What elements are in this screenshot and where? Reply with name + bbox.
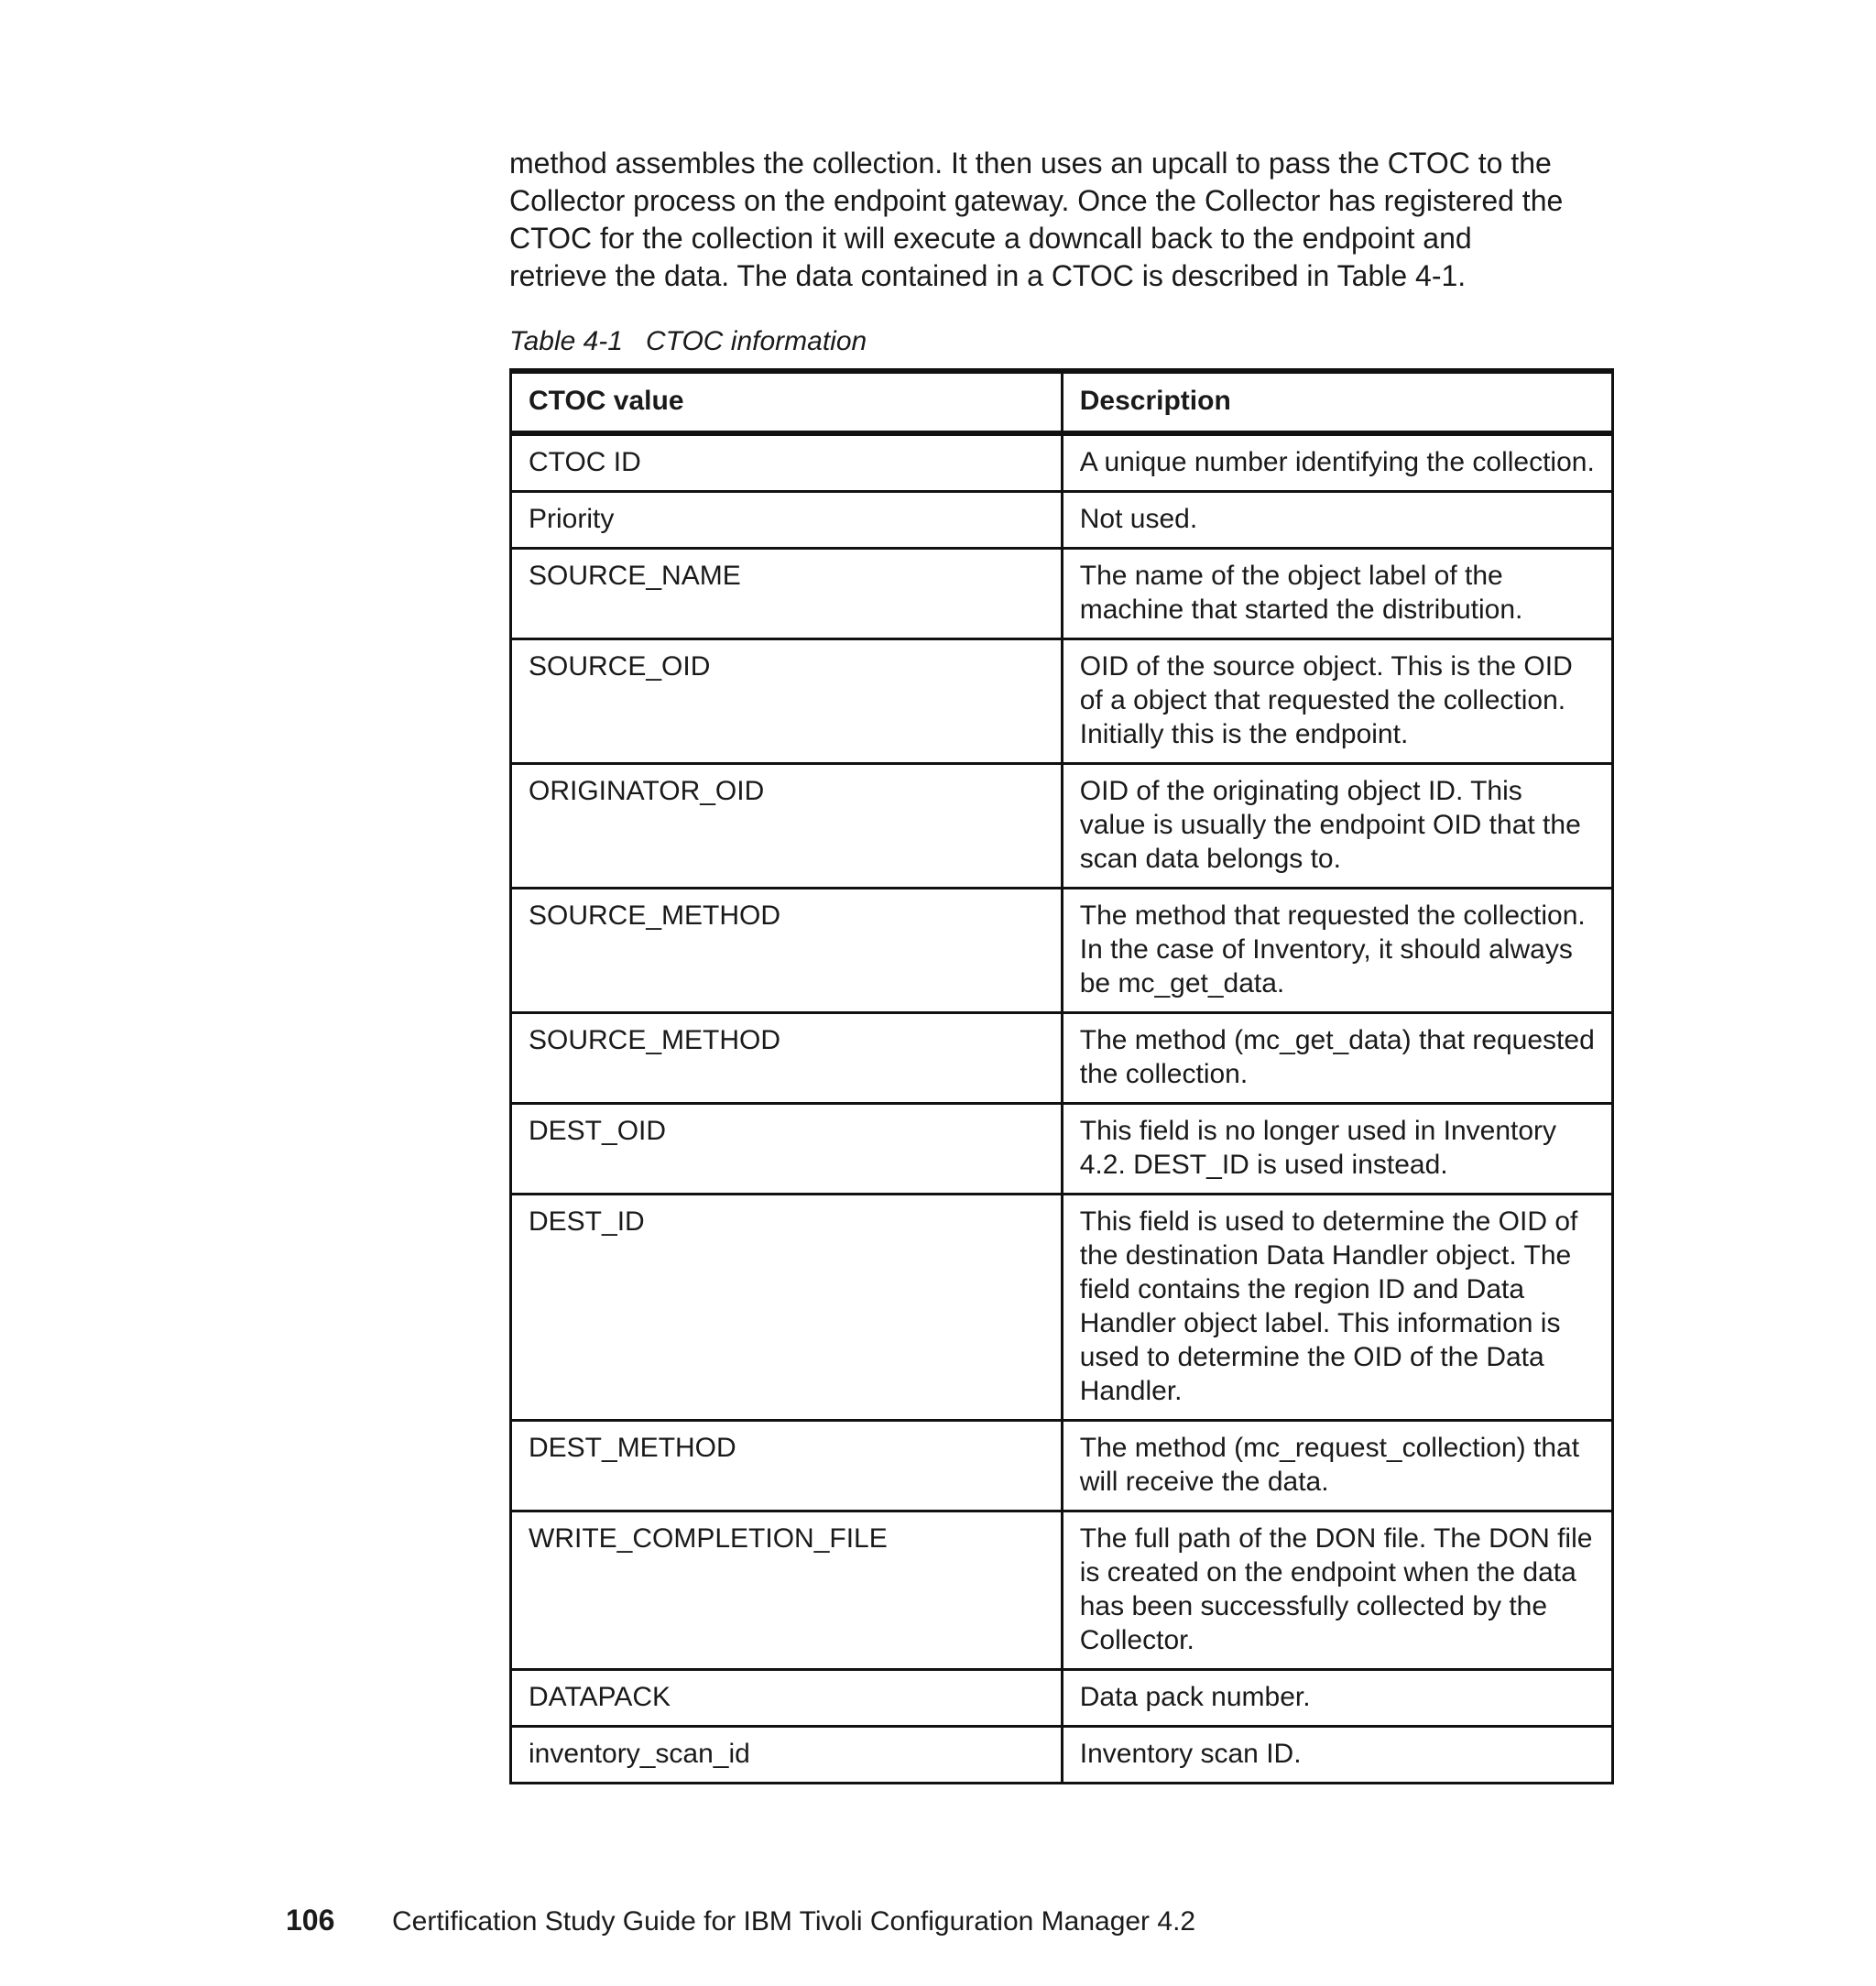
table-caption-number: Table 4-1 (509, 326, 623, 356)
table-row (511, 549, 1613, 639)
ctoc-value-cell: DATAPACK (511, 1670, 1063, 1727)
table-caption (509, 326, 867, 357)
intro-line: CTOC for the collection it will execute a downcall back to the endpoint and (509, 222, 1472, 255)
intro-line: Collector process on the endpoint gateway. Once the Collector has registered the (509, 184, 1564, 217)
table-row (511, 639, 1613, 764)
ctoc-value-cell: SOURCE_METHOD (511, 1013, 1063, 1104)
column-header-ctoc-value: CTOC value (511, 371, 1063, 433)
description-cell: Not used. (1062, 492, 1612, 549)
ctoc-information-table (509, 368, 1614, 1784)
book-title: Certification Study Guide for IBM Tivoli Configuration Manager 4.2 (392, 1906, 1196, 1937)
description-cell: This field is used to determine the OID of the destination Data Handler object. The field contains the region ID and Data Handler object label. This information is used to determine the OID of the Data Handler. (1062, 1195, 1612, 1421)
description-cell: Inventory scan ID. (1062, 1727, 1612, 1784)
page-footer (286, 1904, 1195, 1937)
table-row (511, 1511, 1613, 1670)
table-caption-title: CTOC information (646, 326, 867, 356)
ctoc-value-cell: ORIGINATOR_OID (511, 764, 1063, 889)
table-row (511, 1727, 1613, 1784)
intro-line: method assembles the collection. It then uses an upcall to pass the CTOC to the (509, 147, 1552, 180)
description-cell: Data pack number. (1062, 1670, 1612, 1727)
table-header-row (511, 371, 1613, 433)
ctoc-value-cell: SOURCE_OID (511, 639, 1063, 764)
ctoc-value-cell: inventory_scan_id (511, 1727, 1063, 1784)
ctoc-value-cell: SOURCE_METHOD (511, 889, 1063, 1013)
ctoc-value-cell: DEST_ID (511, 1195, 1063, 1421)
ctoc-value-cell: Priority (511, 492, 1063, 549)
description-cell: This field is no longer used in Inventory 4.2. DEST_ID is used instead. (1062, 1104, 1612, 1195)
description-cell: The full path of the DON file. The DON file is created on the endpoint when the data has been successfully collected by the Collector. (1062, 1511, 1612, 1670)
description-cell: The name of the object label of the machine that started the distribution. (1062, 549, 1612, 639)
intro-paragraph (509, 145, 1618, 295)
page-number: 106 (286, 1904, 335, 1937)
table-row (511, 1104, 1613, 1195)
description-cell: OID of the originating object ID. This value is usually the endpoint OID that the scan data belongs to. (1062, 764, 1612, 889)
table-row (511, 1670, 1613, 1727)
ctoc-value-cell: CTOC ID (511, 433, 1063, 492)
table-row (511, 764, 1613, 889)
table-row (511, 492, 1613, 549)
description-cell: The method (mc_get_data) that requested the collection. (1062, 1013, 1612, 1104)
table-row (511, 1195, 1613, 1421)
table-row (511, 433, 1613, 492)
table-row (511, 889, 1613, 1013)
description-cell: The method that requested the collection. In the case of Inventory, it should always be mc_get_data. (1062, 889, 1612, 1013)
ctoc-value-cell: DEST_METHOD (511, 1421, 1063, 1511)
ctoc-value-cell: WRITE_COMPLETION_FILE (511, 1511, 1063, 1670)
description-cell: OID of the source object. This is the OID of a object that requested the collection. Initially this is the endpoint. (1062, 639, 1612, 764)
description-cell: The method (mc_request_collection) that will receive the data. (1062, 1421, 1612, 1511)
column-header-description: Description (1062, 371, 1612, 433)
ctoc-value-cell: DEST_OID (511, 1104, 1063, 1195)
table-row (511, 1013, 1613, 1104)
intro-line: retrieve the data. The data contained in a CTOC is described in Table 4-1. (509, 259, 1467, 292)
description-cell: A unique number identifying the collection. (1062, 433, 1612, 492)
ctoc-value-cell: SOURCE_NAME (511, 549, 1063, 639)
table-row (511, 1421, 1613, 1511)
